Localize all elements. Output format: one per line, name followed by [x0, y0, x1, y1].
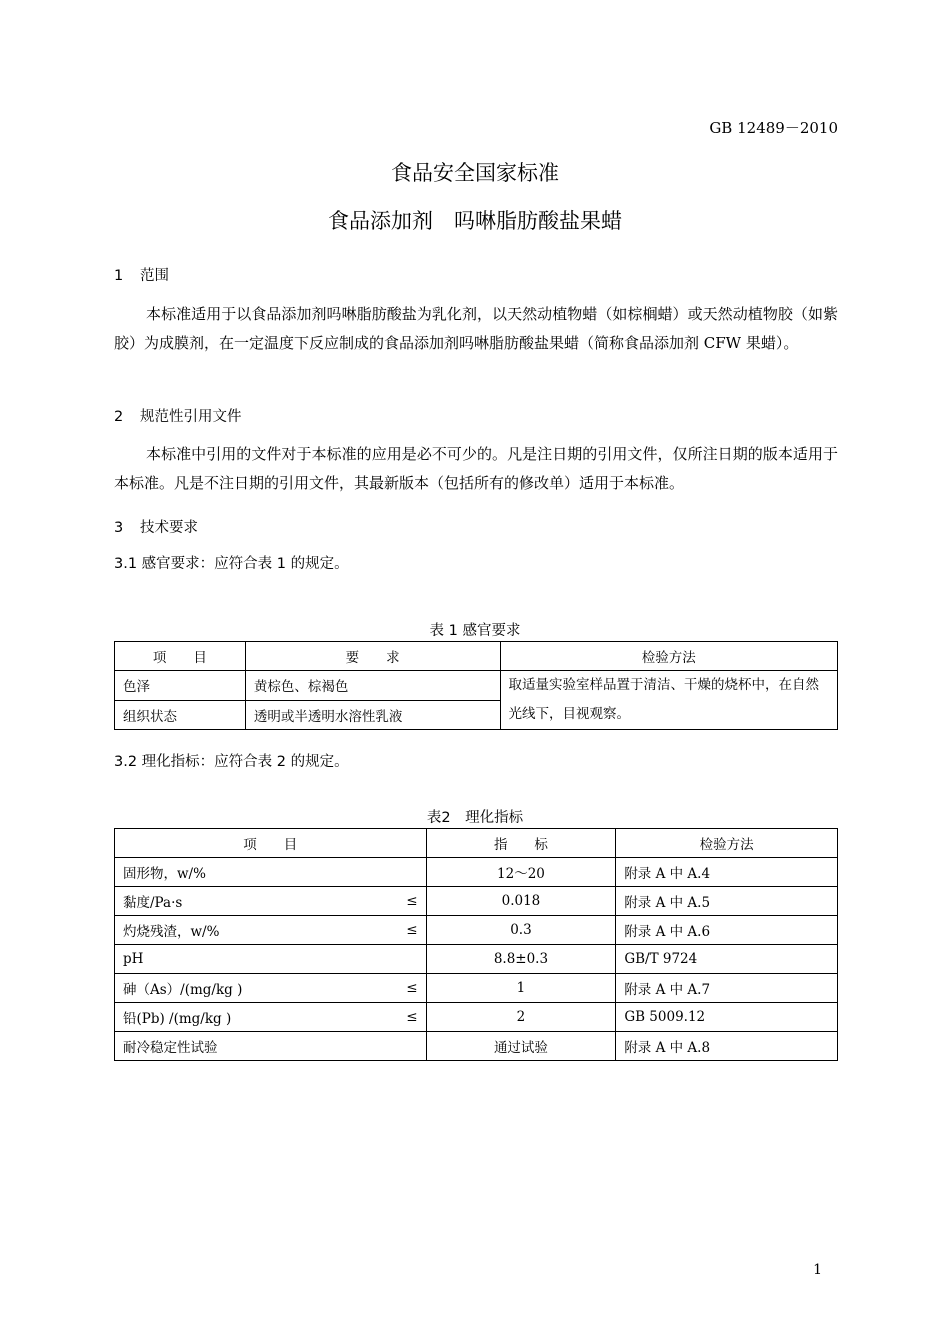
le-symbol: ≤ — [406, 893, 418, 909]
table-1-cell-item: 色泽 — [115, 671, 246, 701]
table-2-cell-item: 砷（As）/(mg/kg ) — [123, 982, 243, 998]
table-2-cell-method: 附录 A 中 A.4 — [616, 858, 838, 887]
section-1-heading — [114, 264, 169, 285]
table-1-cell-requirement: 透明或半透明水溶性乳液 — [245, 700, 500, 730]
table-2-header-index: 指 标 — [426, 829, 616, 858]
le-symbol: ≤ — [406, 922, 418, 938]
section-2-heading — [114, 405, 242, 426]
section-2-body — [114, 440, 838, 498]
section-1-body — [114, 300, 838, 358]
table-2-cell-value: 8.8±0.3 — [426, 945, 616, 974]
table-2-cell-item: 黏度/Pa·s — [123, 895, 183, 911]
section-3-heading — [114, 516, 198, 537]
table-1 — [114, 641, 838, 730]
table-row — [115, 974, 838, 1003]
section-3-2-text: 3.2 理化指标：应符合表 2 的规定。 — [114, 754, 349, 770]
table-1-cell-requirement: 黄棕色、棕褐色 — [245, 671, 500, 701]
le-symbol: ≤ — [406, 980, 418, 996]
table-1-header-requirement: 要 求 — [245, 642, 500, 671]
page-number: 1 — [813, 1262, 822, 1278]
section-title: 规范性引用文件 — [140, 409, 242, 425]
section-1-text: 本标准适用于以食品添加剂吗啉脂肪酸盐为乳化剂，以天然动植物蜡（如棕榈蜡）或天然动植物胶（如紫胶）为成膜剂，在一定温度下反应制成的食品添加剂吗啉脂肪酸盐果蜡（简称食品添加剂 CFW 果蜡）。 — [114, 305, 838, 352]
table-row — [115, 945, 838, 974]
section-number: 1 — [114, 268, 124, 284]
table-2-cell-method: 附录 A 中 A.6 — [616, 916, 838, 945]
table-2-cell-value: 0.3 — [426, 916, 616, 945]
table-2-cell-method: 附录 A 中 A.5 — [616, 887, 838, 916]
table-1-caption: 表 1 感官要求 — [429, 623, 521, 639]
table-2-cell-value: 通过试验 — [426, 1032, 616, 1061]
table-2-cell-method: GB 5009.12 — [616, 1003, 838, 1032]
document-title: 食品安全国家标准 — [391, 161, 559, 185]
table-row — [115, 1032, 838, 1061]
table-row — [115, 858, 838, 887]
table-2-cell-value: 0.018 — [426, 887, 616, 916]
section-3-1-text: 3.1 感官要求：应符合表 1 的规定。 — [114, 556, 349, 572]
table-2-cell-method: 附录 A 中 A.8 — [616, 1032, 838, 1061]
table-2-cell-method: GB/T 9724 — [616, 945, 838, 974]
table-2-cell-item: 灼烧残渣，w/% — [123, 924, 220, 940]
table-2-cell-item: 铅(Pb) /(mg/kg ) — [123, 1011, 232, 1027]
table-2-cell-value: 2 — [426, 1003, 616, 1032]
standard-code: GB 12489－2010 — [709, 119, 838, 137]
table-2 — [114, 828, 838, 1061]
table-row — [115, 887, 838, 916]
table-1-cell-item: 组织状态 — [115, 700, 246, 730]
table-1-cell-method: 取适量实验室样品置于清洁、干燥的烧杯中，在自然光线下，目视观察。 — [500, 671, 838, 730]
section-title: 技术要求 — [140, 520, 198, 536]
section-number: 3 — [114, 520, 124, 536]
table-2-cell-value: 12～20 — [426, 858, 616, 887]
table-2-cell-item: 耐冷稳定性试验 — [123, 1040, 218, 1056]
table-2-cell-item: 固形物，w/% — [123, 866, 206, 882]
table-2-header-method: 检验方法 — [616, 829, 838, 858]
table-2-cell-method: 附录 A 中 A.7 — [616, 974, 838, 1003]
le-symbol: ≤ — [406, 1009, 418, 1025]
table-row — [115, 1003, 838, 1032]
table-2-header-item: 项 目 — [115, 829, 427, 858]
table-2-cell-value: 1 — [426, 974, 616, 1003]
section-number: 2 — [114, 409, 124, 425]
table-row — [115, 916, 838, 945]
table-2-caption: 表2 理化指标 — [426, 810, 524, 826]
table-1-header-method: 检验方法 — [500, 642, 838, 671]
table-1-header-item: 项 目 — [115, 642, 246, 671]
section-title: 范围 — [140, 268, 169, 284]
document-subtitle: 食品添加剂 吗啉脂肪酸盐果蜡 — [328, 209, 622, 233]
section-2-text: 本标准中引用的文件对于本标准的应用是必不可少的。凡是注日期的引用文件，仅所注日期的版本适用于本标准。凡是不注日期的引用文件，其最新版本（包括所有的修改单）适用于本标准。 — [114, 445, 838, 492]
table-2-cell-item: pH — [123, 951, 144, 967]
